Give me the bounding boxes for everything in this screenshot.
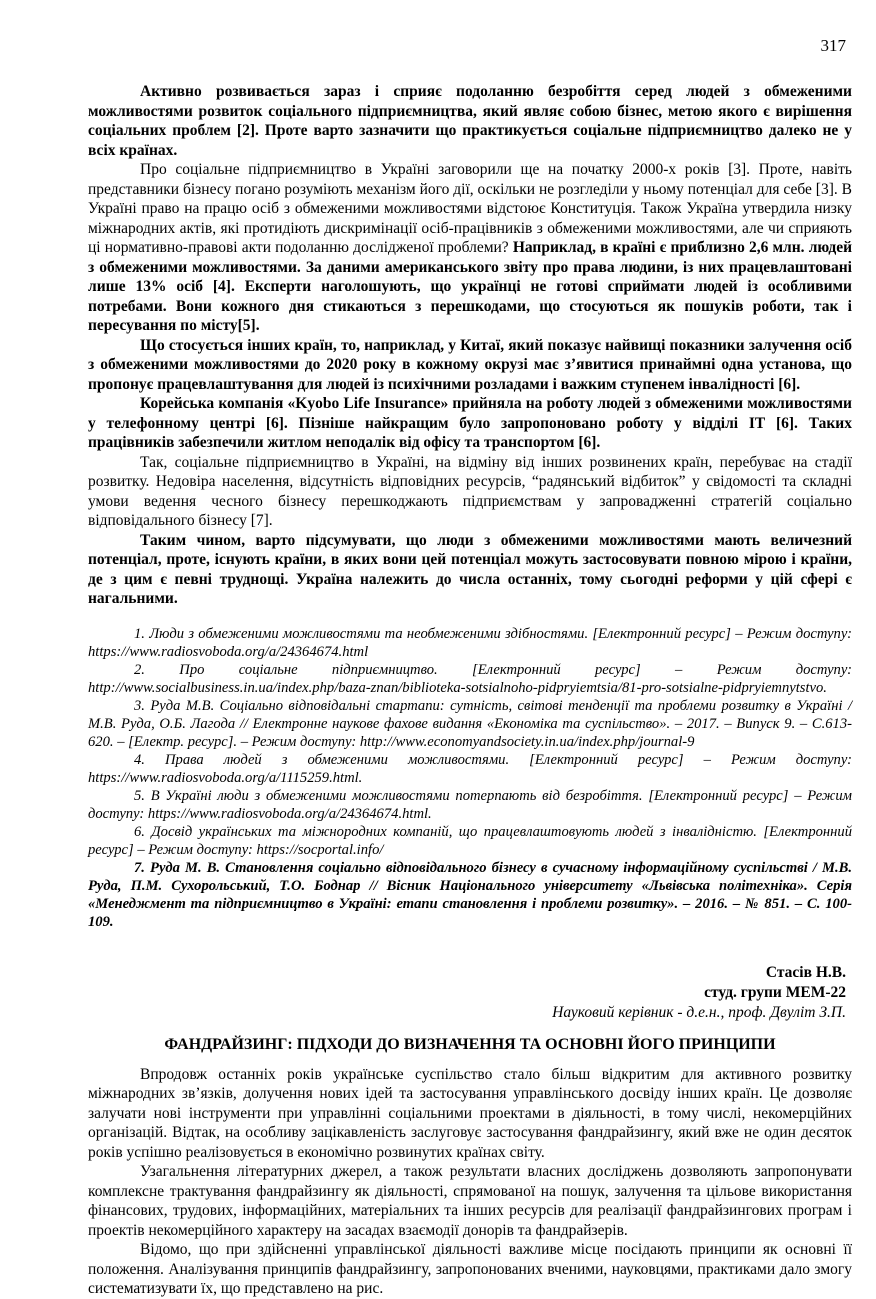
paragraph [88, 160, 852, 336]
byline-author: Стасів Н.В. [765, 963, 846, 981]
text-run: 3. Руда М.В. Соціально відповідальні стартапи: сутність, світові тенденції та проблеми розвитку в Україні / М.В. Руда, О.Б. Лагода // Електронне наукове фахове видання «Економіка та суспільство». – 2017. – Випуск 9. – С.613-620. – [Електр. ресурс]. – Режим доступу: http://www.economyandsociety.in.ua/index.php/journal-9 [88, 697, 852, 750]
text-run: Узагальнення літературних джерел, а також результати власних досліджень дозволяють запропонувати комплексне трактування фандрайзингу як діяльності, спрямованої на пошук, залучення та цільове використання фінансових, трудових, інформаційних, матеріальних та інших ресурсів для реалізації фандрайзингових програм і проектів некомерційного характеру на засадах взаємодії донорів та фандрайзерів. [88, 1163, 852, 1239]
paragraph [88, 531, 852, 609]
paragraph [88, 82, 852, 160]
references-list [88, 625, 852, 931]
paragraph [88, 1065, 852, 1163]
text-run: Корейська компанія «Kyobo Life Insurance» прийняла на роботу людей з обмеженими можливостями у телефонному центрі [6]. Пізніше найкращим було запропоновано роботу у відділі ІТ [6]. Таких працівників забезпечили житлом неподалік від офісу та транспортом [6]. [88, 395, 852, 451]
paragraph [88, 787, 852, 823]
article-fundraising-title: ФАНДРАЙЗИНГ: ПІДХОДИ ДО ВИЗНАЧЕННЯ ТА ОСНОВНІ ЙОГО ПРИНЦИПИ [164, 1035, 776, 1053]
text-run: Наприклад, в країні є приблизно 2,6 млн. людей з обмеженими можливостями. За даними американського звіту про права людини, із них працевлаштовані лише 13% осіб [4]. Експерти наголошують, що українці не готові сприймати людей із особливими потребами. Вони кожного дня стикаються з перешкодами, що стосуються як пошуків роботи, так і пересування по місту[5]. [88, 239, 852, 334]
paragraph [88, 453, 852, 531]
text-run: 2. Про соціальне підприємництво. [Електронний ресурс] – Режим доступу: http://www.socialbusiness.in.ua/index.php/baza-znan/biblioteka-sotsialnoho-pidpryiemtsia/81-pro-sotsialne-pidpryiemnytstvo. [88, 661, 852, 696]
page-number: 317 [820, 36, 846, 55]
text-run: Активно розвивається зараз і сприяє подоланню безробіття серед людей з обмеженими можливостями розвиток соціального підприємництва, який являє собою бізнес, метою якого є вирішення соціальних проблем [2]. Проте варто зазначити що практикується соціальне підприємництво далеко не у всіх країнах. [88, 83, 852, 159]
byline-group: студ. групи МЕМ-22 [704, 983, 846, 1001]
text-run: 6. Досвід українських та міжнородних компаній, що працевлаштовують людей з інвалідністю. [Електронний ресурс] – Режим доступу: https://socportal.info/ [88, 823, 852, 858]
paragraph [88, 823, 852, 859]
text-run: 1. Люди з обмеженими можливостями та необмеженими здібностями. [Електронний ресурс] – Режим доступу: https://www.radiosvoboda.org/a/24364674.html [88, 625, 852, 660]
article-social-entrepreneurship-body [88, 82, 852, 609]
text-run: Таким чином, варто підсумувати, що люди з обмеженими можливостями мають величезний потенціал, проте, існують країни, в яких вони цей потенціал можуть застосовувати повною мірою і країни, де з цим є певні труднощі. Україна належить до числа останніх, тому сьогодні реформи у цій сфері є нагальними. [88, 531, 852, 607]
byline [88, 963, 852, 1023]
text-run: Відомо, що при здійсненні управлінської діяльності важливе місце посідають принципи як основні її положення. Аналізування принципів фандрайзингу, запропонованих вченими, науковцями, практиками дало змогу систематизувати їх, що представлено на рис. [88, 1241, 852, 1297]
byline-supervisor: Науковий керівник - д.е.н., проф. Двуліт З.П. [552, 1003, 846, 1021]
text-run: Що стосується інших країн, то, наприклад, у Китаї, який показує найвищі показники залучення осіб з обмеженими можливостями до 2020 року в кожному окрузі має з’явитися принаймні одна установа, що пропонує працевлаштування для людей із психічними розладами і важким ступенем інвалідності [6]. [88, 336, 852, 393]
paragraph [88, 1162, 852, 1240]
paragraph [88, 625, 852, 661]
text-run: Так, соціальне підприємництво в Україні, на відміну від інших розвинених країн, перебуває на стадії розвитку. Недовіра населення, відсутність відповідних ресурсів, “радянський відбиток” у свідомості та складні умови ведення чесного бізнесу перешкоджають підприємствам у запровадженні стратегій соціально відповідального бізнесу [7]. [88, 453, 852, 529]
paragraph [88, 336, 852, 395]
text-run: 7. Руда М. В. Становлення соціально відповідального бізнесу в сучасному інформаційному суспільстві / М.В. Руда, П.М. Сухорольський, Т.О. Боднар // Вісник Національного університету «Львівська політехніка». Серія «Менеджмент та підприємництво в Україні: етапи становлення і проблеми розвитку». – 2016. – № 851. – С. 100-109. [88, 859, 852, 930]
paragraph [88, 751, 852, 787]
text-run: Про соціальне підприємництво в Україні заговорили ще на початку 2000-х років [3]. Проте, навіть представники бізнесу погано розуміють механізм його дії, оскільки не розгледіли у ньому потенціал для себе [3]. В Україні право на працю осіб з обмеженими можливостями відстоює Конституція. Також Україна утвердила низку міжнародних актів, які протидіють дискримінації осіб-працівників з обмеженими можливостями, але чи сприяють ці нормативно-правові акти подоланню дослідженої проблеми? [88, 161, 852, 256]
paragraph [88, 1240, 852, 1299]
paragraph [88, 394, 852, 453]
article-fundraising-body [88, 1065, 852, 1299]
text-run: 5. В Україні люди з обмеженими можливостями потерпають від безробіття. [Електронний ресурс] – Режим доступу: https://www.radiosvoboda.org/a/24364674.html. [88, 787, 852, 822]
paragraph [88, 661, 852, 697]
paragraph [88, 697, 852, 751]
paragraph [88, 859, 852, 931]
text-run: 4. Права людей з обмеженими можливостями. [Електронний ресурс] – Режим доступу: https://www.radiosvoboda.org/a/1115259.html. [88, 751, 852, 786]
text-run: Впродовж останніх років українське суспільство стало більш відкритим для активного розвитку міжнародних зв’язків, долучення нових ідей та застосування управлінського досвіду інших країн. Це дозволяє залучати нові інструменти при управлінні соціальними проектами в діяльності, в тому числі, некомерційних організацій. Відтак, на особливу зацікавленість заслуговує застосування фандрайзингу, який вже не один десяток років успішно реалізовується в економічно розвинутих країнах світу. [88, 1065, 852, 1161]
